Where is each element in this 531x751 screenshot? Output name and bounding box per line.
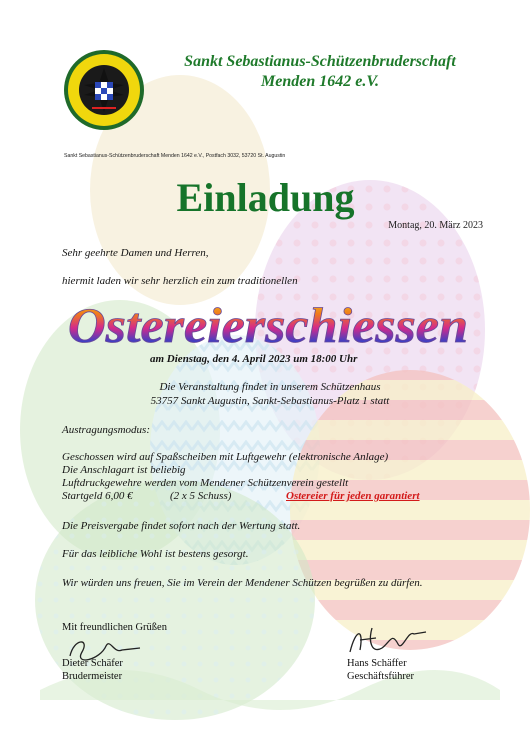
signatory-2-name: Hans Schäffer xyxy=(347,658,407,669)
venue-line1: Die Veranstaltung findet in unserem Schützenhaus xyxy=(159,381,381,393)
closing-wish: Wir würden uns freuen, Sie im Verein der Mendener Schützen begrüßen zu dürfen. xyxy=(62,577,423,589)
fee-label: Startgeld 6,00 € xyxy=(62,490,133,502)
letter-date: Montag, 20. März 2023 xyxy=(388,220,483,231)
signatory-1-role: Brudermeister xyxy=(62,671,123,682)
mode-heading: Austragungsmodus: xyxy=(62,424,151,436)
fee-shots: (2 x 5 Schuss) xyxy=(170,490,232,502)
club-emblem-logo xyxy=(62,48,146,132)
sender-address: Sankt Sebastianus-Schützenbruderschaft Menden 1642 e.V., Postfach 3032, 53720 St. Augustin xyxy=(64,153,286,159)
mode-line3: Luftdruckgewehre werden vom Mendener Schützenverein gestellt xyxy=(62,477,349,489)
prizes-text: Die Preisvergabe findet sofort nach der Wertung statt. xyxy=(62,520,301,532)
guarantee-note: Ostereier für jeden garantiert xyxy=(286,490,420,502)
signature-scribble-2 xyxy=(342,622,432,662)
club-name-heading xyxy=(140,52,500,92)
mode-line2: Die Anschlagart ist beliebig xyxy=(62,464,186,476)
catering-text: Für das leibliche Wohl ist bestens gesorgt. xyxy=(62,548,249,560)
page-title: Einladung xyxy=(176,175,355,220)
event-date: am Dienstag, den 4. April 2023 um 18:00 Uhr xyxy=(150,353,358,365)
intro-text: hiermit laden wir sehr herzlich ein zum traditionellen xyxy=(62,275,298,287)
mode-line1: Geschossen wird auf Spaßscheiben mit Luftgewehr (elektronische Anlage) xyxy=(62,451,389,463)
event-name-wordart xyxy=(58,296,478,354)
signatory-1-name: Dieter Schäfer xyxy=(62,658,123,669)
salutation: Sehr geehrte Damen und Herren, xyxy=(62,247,209,259)
regards: Mit freundlichen Grüßen xyxy=(62,622,167,633)
signatory-2-role: Geschäftsführer xyxy=(347,671,415,682)
club-name-line1: Sankt Sebastianus-Schützenbruderschaft xyxy=(184,53,456,70)
venue-line2: 53757 Sankt Augustin, Sankt-Sebastianus-Platz 1 statt xyxy=(150,395,390,407)
event-name: Ostereierschiessen xyxy=(68,297,468,353)
egg-red-striped xyxy=(290,370,530,650)
club-name-line2: Menden 1642 e.V. xyxy=(261,73,379,90)
